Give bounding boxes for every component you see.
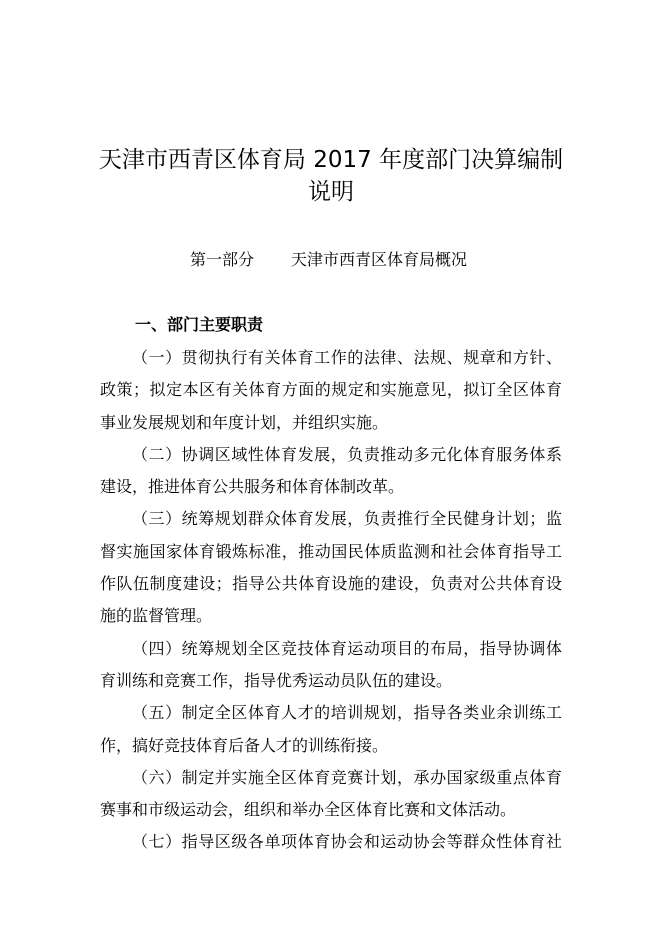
- paragraph-line: （四）统筹规划全区竞技体育运动项目的布局，指导协调体: [132, 638, 562, 658]
- paragraph-line: 育训练和竞赛工作，指导优秀运动员队伍的建设。: [100, 670, 453, 690]
- document-title: [0, 144, 662, 208]
- part-subtitle: [190, 244, 467, 276]
- paragraph-line: （六）制定并实施全区体育竞赛计划，承办国家级重点体育: [132, 767, 562, 787]
- paragraph-line: 督实施国家体育锻炼标准，推动国民体质监测和社会体育指导工: [100, 541, 562, 561]
- paragraph-line: （二）协调区域性体育发展，负责推动多元化体育服务体系: [132, 444, 562, 464]
- paragraph-line: 作队伍制度建设；指导公共体育设施的建设，负责对公共体育设: [100, 574, 562, 594]
- paragraph-line: （七）指导区级各单项体育协会和运动协会等群众性体育社: [132, 832, 562, 852]
- paragraph-line: 事业发展规划和年度计划，并组织实施。: [100, 412, 389, 432]
- paragraph-line: （五）制定全区体育人才的培训规划，指导各类业余训练工: [132, 703, 562, 723]
- paragraph-line: 政策；拟定本区有关体育方面的规定和实施意见，拟订全区体育: [100, 380, 562, 400]
- paragraph-line: （一）贯彻执行有关体育工作的法律、法规、规章和方针、: [132, 348, 562, 367]
- part-title: 天津市西青区体育局概况: [291, 250, 468, 269]
- paragraph-line: 施的监督管理。: [100, 606, 213, 626]
- section-heading: 一、部门主要职责: [135, 315, 264, 334]
- paragraph-3: [100, 503, 562, 632]
- paragraph-7: [100, 826, 562, 858]
- paragraph-line: （三）统筹规划群众体育发展，负责推行全民健身计划；监: [132, 509, 562, 529]
- paragraph-line: 建设，推进体育公共服务和体育体制改革。: [100, 477, 405, 497]
- part-label: 第一部分: [190, 250, 255, 269]
- paragraph-line: 赛事和市级运动会，组织和举办全区体育比赛和文体活动。: [100, 800, 517, 820]
- paragraph-5: [100, 697, 562, 762]
- paragraph-4: [100, 633, 562, 698]
- body-text: [100, 342, 562, 859]
- document-title-line-2: 说明: [308, 179, 354, 205]
- paragraph-line: 作，搞好竞技体育后备人才的训练衔接。: [100, 735, 389, 755]
- paragraph-6: [100, 762, 562, 827]
- document-title-line-1: 天津市西青区体育局 2017 年度部门决算编制: [98, 147, 564, 173]
- paragraph-1: [100, 342, 562, 439]
- paragraph-2: [100, 439, 562, 504]
